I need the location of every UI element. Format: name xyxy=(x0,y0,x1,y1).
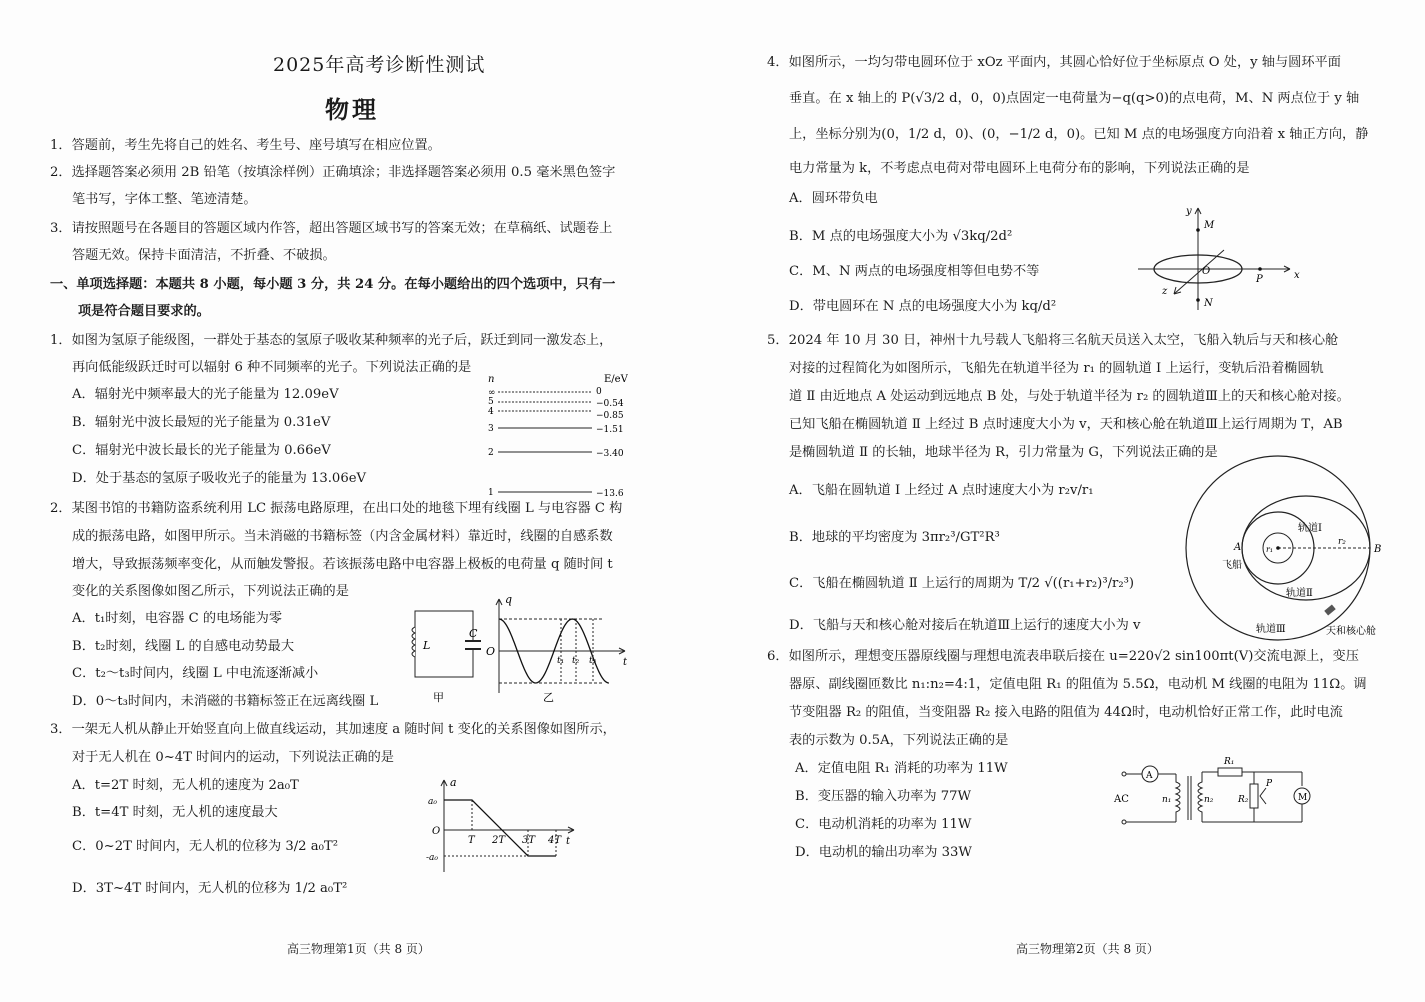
page-footer: 高三物理第2页（共 8 页） xyxy=(1016,942,1159,956)
option-b[interactable]: B．M 点的电场强度大小为 √3kq/2d² xyxy=(789,229,1013,244)
instruction-line: 答题无效。保持卡面清洁，不折叠、不破损。 xyxy=(72,248,336,263)
charged-ring-diagram xyxy=(1134,202,1314,312)
option-d[interactable]: D．带电圆环在 N 点的电场强度大小为 kq/d² xyxy=(789,299,1057,314)
option-d[interactable]: D．飞船与天和核心舱对接后在轨道Ⅲ上运行的速度大小为 v xyxy=(789,618,1141,633)
option-b[interactable]: B．t=4T 时刻，无人机的速度最大 xyxy=(72,805,278,820)
n-axis-label: n xyxy=(488,374,495,385)
level-e: −0.85 xyxy=(596,411,624,421)
figure-caption: 甲 xyxy=(433,691,444,704)
rheostat-r2 xyxy=(1250,784,1258,808)
r1-label: R₁ xyxy=(1224,757,1235,767)
energy-level-diagram xyxy=(484,372,644,502)
question-stem: 增大，导致振荡频率变化，从而触发警报。若该振荡电路中电容器上极板的电荷量 q 随时间 t xyxy=(72,557,613,572)
question-stem: 节变阻器 R₂ 的阻值，当变阻器 R₂ 接入电路的阻值为 44Ω时，电动机恰好正常工作，此时电流 xyxy=(789,705,1343,720)
level-n: 5 xyxy=(488,397,494,407)
t-axis-label: t xyxy=(623,657,628,668)
question-stem: 2．某图书馆的书籍防盗系统利用 LC 振荡电路原理，在出口处的地毯下埋有线圈 L 与电容器 C 构 xyxy=(50,501,623,516)
option-b[interactable]: B．辐射光中波长最短的光子能量为 0.31eV xyxy=(72,415,331,430)
space-station-icon xyxy=(1324,604,1336,615)
transformer-circuit xyxy=(1114,757,1324,828)
section-header: 一、单项选择题：本题共 8 小题，每小题 3 分，共 24 分。在每小题给出的四个选项中，只有一 xyxy=(50,277,616,292)
n1-label: n₁ xyxy=(1162,795,1172,805)
neg-a0-label: -a₀ xyxy=(426,853,439,863)
figure-caption: 乙 xyxy=(543,691,554,704)
4T-label: 4T xyxy=(548,835,562,846)
level-e: −3.40 xyxy=(596,449,624,459)
question-stem: 成的振荡电路，如图甲所示。当未消磁的书籍标签（内含金属材料）靠近时，线圈的自感系数 xyxy=(72,529,613,544)
acceleration-line xyxy=(444,800,556,856)
question-stem: 3．一架无人机从静止开始竖直向上做直线运动，其加速度 a 随时间 t 变化的关系图像如图所示， xyxy=(50,722,616,737)
point-n-label: N xyxy=(1204,298,1213,309)
2T-label: 2T xyxy=(492,835,506,846)
level-n: 4 xyxy=(488,407,494,417)
ac-label: AC xyxy=(1114,794,1129,805)
x-axis-label: x xyxy=(1294,270,1300,281)
slider-p-label: P xyxy=(1266,779,1273,789)
level-e: −13.6 xyxy=(596,489,624,499)
ship-label: 飞船 xyxy=(1222,560,1242,571)
option-c[interactable]: C．飞船在椭圆轨道 Ⅱ 上运行的周期为 T/2 √((r₁+r₂)³/r₂³) xyxy=(789,576,1135,591)
level-e: −1.51 xyxy=(596,425,624,435)
y-axis-label: y xyxy=(1186,206,1192,217)
point-b-label: B xyxy=(1374,544,1382,555)
charge-time-graph xyxy=(483,593,633,705)
section-header: 项是符合题目要求的。 xyxy=(78,304,210,319)
option-d[interactable]: D．0～t₃时间内，未消磁的书籍标签正在远离线圈 L xyxy=(72,694,379,709)
origin-label: O xyxy=(432,826,441,837)
question-stem: 表的示数为 0.5A，下列说法正确的是 xyxy=(789,733,1009,748)
3T-label: 3T xyxy=(522,835,536,846)
option-d[interactable]: D．电动机的输出功率为 33W xyxy=(795,845,972,860)
option-c[interactable]: C．电动机消耗的功率为 11W xyxy=(795,817,972,832)
inductor-label: L xyxy=(423,639,431,652)
option-a[interactable]: A．飞船在圆轨道 Ⅰ 上经过 A 点时速度大小为 r₂v/r₁ xyxy=(789,483,1094,498)
instruction-line: 1．答题前，考生先将自己的姓名、考生号、座号填写在相应位置。 xyxy=(50,138,441,153)
instruction-line: 笔书写，字体工整、笔迹清楚。 xyxy=(72,192,257,207)
r2-label: r₂ xyxy=(1338,537,1346,547)
T-label: T xyxy=(468,835,475,846)
page-1 xyxy=(0,0,712,1002)
level-n: 1 xyxy=(488,488,494,498)
orbit-2-label: 轨道Ⅱ xyxy=(1286,588,1313,599)
page-footer: 高三物理第1页（共 8 页） xyxy=(287,942,430,956)
t1-label: t₁ xyxy=(557,656,565,666)
e-axis-label: E/eV xyxy=(604,374,628,385)
a0-label: a₀ xyxy=(428,797,437,807)
option-d[interactable]: D．3T~4T 时间内，无人机的位移为 1/2 a₀T² xyxy=(72,881,348,896)
option-b[interactable]: B．t₂时刻，线圈 L 的自感电动势最大 xyxy=(72,639,295,654)
option-a[interactable]: A．定值电阻 R₁ 消耗的功率为 11W xyxy=(795,761,1008,776)
question-stem: 6．如图所示，理想变压器原线圈与理想电流表串联后接在 u=220√2 sin100πt(V)交流电源上，变压 xyxy=(767,649,1359,664)
orbit-1-label: 轨道Ⅰ xyxy=(1298,523,1322,534)
point-a-label: A xyxy=(1234,542,1242,553)
option-a[interactable]: A．辐射光中频率最大的光子能量为 12.09eV xyxy=(72,387,339,402)
r2-label: R₂ xyxy=(1238,795,1249,805)
origin-label: O xyxy=(486,645,496,658)
question-stem: 4．如图所示，一均匀带电圆环位于 xOz 平面内，其圆心恰好位于坐标原点 O 处，y 轴与圆环平面 xyxy=(767,55,1341,70)
question-stem: 道 Ⅱ 由近地点 A 处运动到远地点 B 处，与处于轨道半径为 r₂ 的圆轨道Ⅲ上的天和核心舱对接。 xyxy=(789,389,1350,404)
z-axis-label: z xyxy=(1162,286,1168,297)
n2-label: n₂ xyxy=(1204,795,1214,805)
subject-title: 物理 xyxy=(325,95,379,124)
level-n: ∞ xyxy=(488,388,496,398)
question-stem: 垂直。在 x 轴上的 P(√3/2 d，0，0)点固定一电荷量为−q(q>0)的点电荷，M、N 两点位于 y 轴 xyxy=(789,91,1360,106)
acceleration-time-graph xyxy=(424,776,594,876)
option-a[interactable]: A．圆环带负电 xyxy=(789,191,878,206)
t2-label: t₂ xyxy=(572,656,580,666)
option-c[interactable]: C．M、N 两点的电场强度相等但电势不等 xyxy=(789,264,1040,279)
lc-circuit-diagram xyxy=(405,605,485,705)
capacitor-label: C xyxy=(469,627,478,640)
question-stem: 是椭圆轨道 Ⅱ 的长轴，地球半径为 R，引力常量为 G，下列说法正确的是 xyxy=(789,445,1218,460)
orbit-3-label: 轨道Ⅲ xyxy=(1256,624,1286,635)
question-stem: 器原、副线圈匝数比 n₁:n₂=4:1，定值电阻 R₁ 的阻值为 5.5Ω，电动机 M 线圈的电阻为 11Ω。调 xyxy=(789,677,1367,692)
option-c[interactable]: C．0~2T 时间内，无人机的位移为 3/2 a₀T² xyxy=(72,839,338,854)
option-a[interactable]: A．t₁时刻，电容器 C 的电场能为零 xyxy=(72,611,283,626)
t3-label: t₃ xyxy=(589,656,597,666)
station-label: 天和核心舱 xyxy=(1326,626,1376,637)
question-stem: 变化的关系图像如图乙所示，下列说法正确的是 xyxy=(72,584,349,599)
question-stem: 对于无人机在 0~4T 时间内的运动，下列说法正确的是 xyxy=(72,750,394,765)
question-stem: 对接的过程简化为如图所示，飞船先在轨道半径为 r₁ 的圆轨道 Ⅰ 上运行，变轨后沿着椭圆轨 xyxy=(789,361,1324,376)
motor-label: M xyxy=(1298,793,1308,803)
t-axis-label: t xyxy=(566,836,571,847)
question-stem: 再向低能级跃迁时可以辐射 6 种不同频率的光子。下列说法正确的是 xyxy=(72,360,472,375)
question-stem: 电力常量为 k，不考虑点电荷对带电圆环上电荷分布的影响，下列说法正确的是 xyxy=(789,161,1250,176)
point-m-label: M xyxy=(1204,220,1215,231)
question-stem: 上，坐标分别为(0，1/2 d，0)、(0，−1/2 d，0)。已知 M 点的电场强度方向沿着 x 轴正方向，静 xyxy=(789,127,1369,142)
option-a[interactable]: A．t=2T 时刻，无人机的速度为 2a₀T xyxy=(72,778,299,793)
point-p-label: P xyxy=(1256,274,1263,285)
question-stem: 已知飞船在椭圆轨道 Ⅱ 上经过 B 点时速度大小为 v，天和核心舱在轨道Ⅲ上运行周期为 T，AB xyxy=(789,417,1343,432)
level-n: 3 xyxy=(488,424,494,434)
level-lines xyxy=(498,392,592,492)
exam-title: 2025年高考诊断性测试 xyxy=(273,54,486,76)
origin-label: O xyxy=(1202,266,1211,277)
r1-label: r₁ xyxy=(1266,545,1274,554)
instruction-line: 3．请按照题号在各题目的答题区域内作答，超出答题区域书写的答案无效；在草稿纸、试题卷上 xyxy=(50,221,613,236)
question-stem: 1．如图为氢原子能级图，一群处于基态的氢原子吸收某种频率的光子后，跃迁到同一激发态上， xyxy=(50,333,613,348)
a-axis-label: a xyxy=(450,776,457,789)
option-c[interactable]: C．t₂～t₃时间内，线圈 L 中电流逐渐减小 xyxy=(72,666,319,681)
ammeter-label: A xyxy=(1146,771,1153,781)
resistor-r1 xyxy=(1218,768,1242,776)
option-b[interactable]: B．地球的平均密度为 3πr₂³/GT²R³ xyxy=(789,530,1000,545)
level-e: −0.54 xyxy=(596,399,624,409)
option-b[interactable]: B．变压器的输入功率为 77W xyxy=(795,789,972,804)
option-d[interactable]: D．处于基态的氢原子吸收光子的能量为 13.06eV xyxy=(72,471,367,486)
q-axis-label: q xyxy=(505,593,513,606)
page-2 xyxy=(712,0,1425,1002)
level-e: 0 xyxy=(596,387,602,397)
instruction-line: 2．选择题答案必须用 2B 铅笔（按填涂样例）正确填涂；非选择题答案必须用 0.5 毫米黑色签字 xyxy=(50,165,616,180)
orbit-diagram xyxy=(1178,466,1382,638)
option-c[interactable]: C．辐射光中波长最长的光子能量为 0.66eV xyxy=(72,443,331,458)
question-stem: 5．2024 年 10 月 30 日，神州十九号载人飞船将三名航天员送入太空，飞船入轨后与天和核心舱 xyxy=(767,333,1339,348)
level-n: 2 xyxy=(488,448,494,458)
